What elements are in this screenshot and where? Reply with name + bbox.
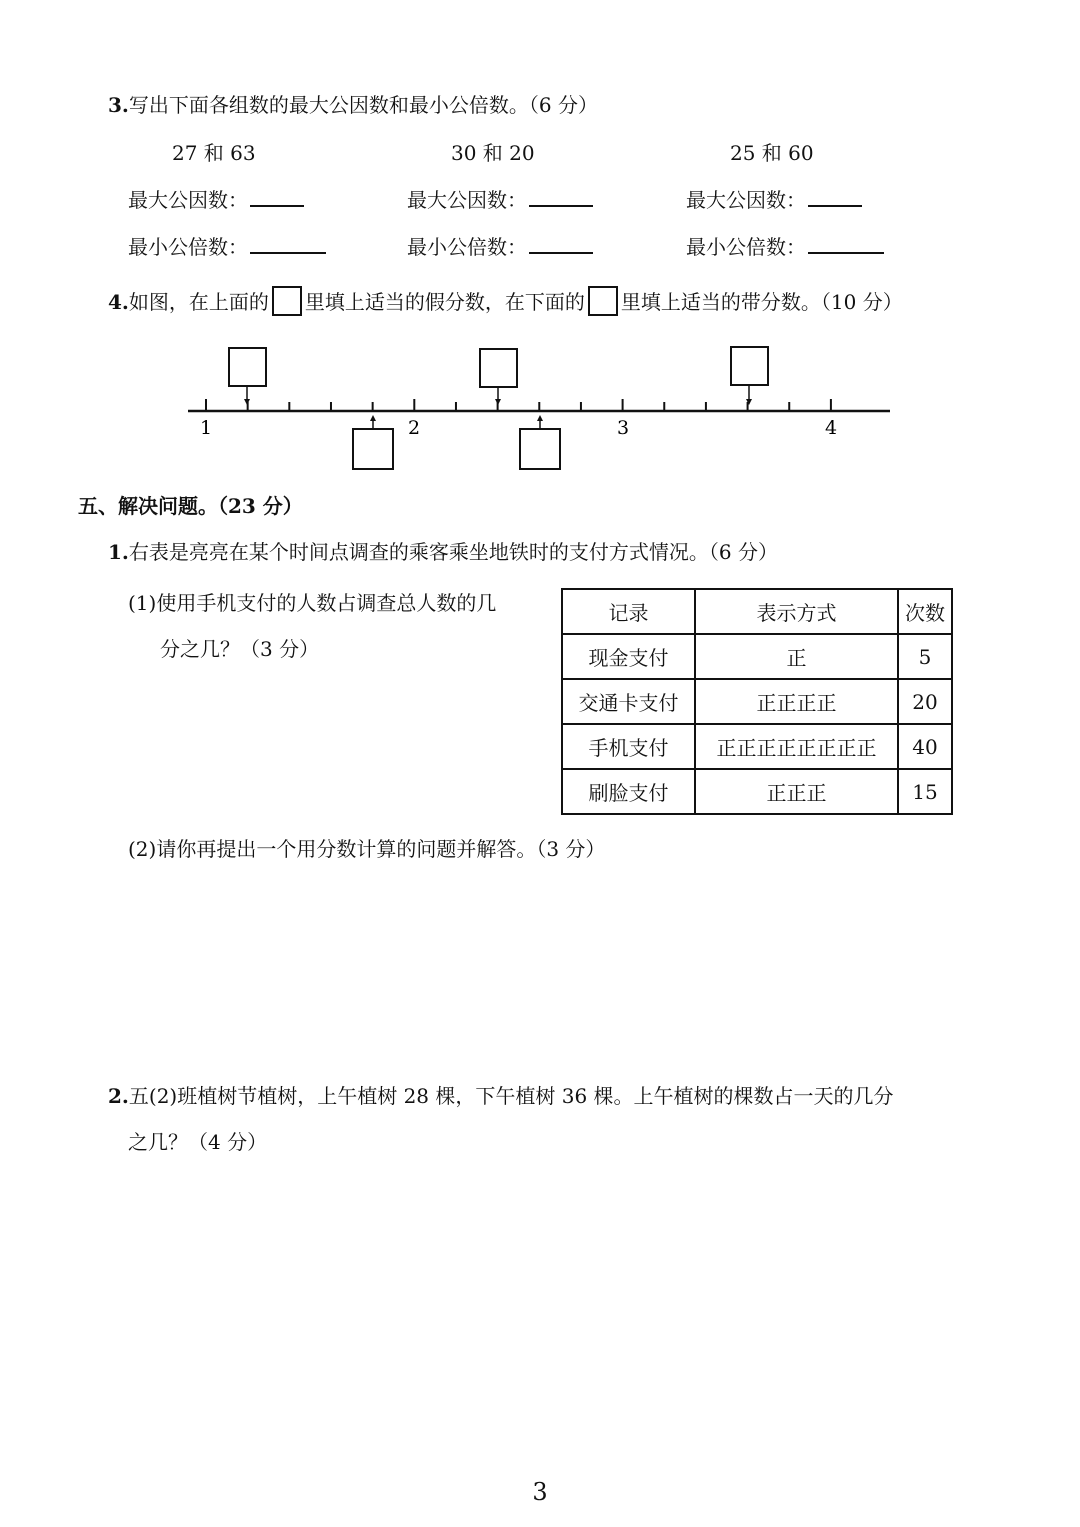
p1-sub1-line1: (1)使用手机支付的人数占调查总人数的几 [128, 591, 497, 615]
lcm-label: 最小公倍数： [686, 235, 806, 259]
answer-blank[interactable] [529, 234, 593, 254]
arrowhead-icon [370, 415, 376, 421]
table-row [562, 769, 952, 814]
table-cell: 交通卡支付 [562, 679, 695, 724]
answer-blank[interactable] [250, 234, 326, 254]
table-cell: 正正正正 [695, 679, 898, 724]
inline-box-icon [272, 286, 302, 316]
p2-line1 [108, 1083, 894, 1109]
section5-title: 五、解决问题。（23 分） [78, 494, 303, 518]
answer-blank[interactable] [529, 187, 593, 207]
gcd-label: 最大公因数： [128, 188, 248, 212]
arrowhead-icon [537, 415, 543, 421]
table-row [562, 679, 952, 724]
p1-title [108, 539, 778, 565]
table-row [562, 724, 952, 769]
q3-text: 写出下面各组数的最大公因数和最小公倍数。（6 分） [128, 93, 598, 117]
upper-answer-box-1[interactable] [229, 348, 266, 386]
page-number: 3 [532, 1478, 548, 1506]
tick-label-2: 2 [407, 417, 421, 439]
p1-sub1-line2: 分之几？（3 分） [160, 637, 320, 661]
q4-text-3: 里填上适当的带分数。（10 分） [620, 290, 903, 314]
q3-pair-1: 27 和 63 [172, 141, 256, 165]
header-cell: 次数 [898, 589, 952, 634]
q4-number: 4. [108, 290, 129, 314]
table-cell: 40 [898, 724, 952, 769]
table-cell: 20 [898, 679, 952, 724]
upper-answer-box-3[interactable] [731, 347, 768, 385]
table-cell: 手机支付 [562, 724, 695, 769]
p1-number: 1. [108, 540, 129, 564]
p1-text: 右表是亮亮在某个时间点调查的乘客乘坐地铁时的支付方式情况。（6 分） [128, 540, 778, 564]
q3-pair-2: 30 和 20 [451, 141, 535, 165]
lower-answer-box-1[interactable] [353, 429, 393, 469]
table-cell: 正正正正正正正正 [695, 724, 898, 769]
q3-lcm-2 [407, 234, 593, 260]
gcd-label: 最大公因数： [686, 188, 806, 212]
answer-blank[interactable] [808, 187, 862, 207]
tick-label-3: 3 [616, 417, 630, 439]
q4-text-2: 里填上适当的假分数，在下面的 [304, 290, 585, 314]
q4-title [108, 289, 903, 316]
q4-text-1: 如图，在上面的 [128, 290, 269, 314]
q3-gcd-1 [128, 187, 304, 213]
q3-title [108, 92, 598, 118]
tick-label-4: 4 [824, 417, 838, 439]
header-cell: 表示方式 [695, 589, 898, 634]
arrowhead-icon [244, 399, 250, 405]
table-row [562, 634, 952, 679]
header-cell: 记录 [562, 589, 695, 634]
q3-gcd-2 [407, 187, 593, 213]
gcd-label: 最大公因数： [407, 188, 527, 212]
number-line [0, 330, 1080, 480]
q3-pair-3: 25 和 60 [730, 141, 814, 165]
q3-gcd-3 [686, 187, 862, 213]
table-cell: 正正正 [695, 769, 898, 814]
lcm-label: 最小公倍数： [407, 235, 527, 259]
table-cell: 刷脸支付 [562, 769, 695, 814]
q3-lcm-1 [128, 234, 326, 260]
p2-number: 2. [108, 1084, 129, 1108]
table-cell: 正 [695, 634, 898, 679]
arrowhead-icon [495, 399, 501, 405]
table-header-row [562, 589, 952, 634]
p2-text: 五(2)班植树节植树，上午植树 28 棵，下午植树 36 棵。上午植树的棵数占一天的几分 [128, 1084, 894, 1108]
answer-blank[interactable] [250, 187, 304, 207]
upper-answer-box-2[interactable] [480, 349, 517, 387]
payment-table [561, 588, 953, 815]
tick-label-1: 1 [199, 417, 213, 439]
p2-line2: 之几？（4 分） [128, 1130, 268, 1154]
lower-answer-box-2[interactable] [520, 429, 560, 469]
table-cell: 5 [898, 634, 952, 679]
answer-blank[interactable] [808, 234, 884, 254]
lcm-label: 最小公倍数： [128, 235, 248, 259]
q3-number: 3. [108, 93, 129, 117]
table-cell: 15 [898, 769, 952, 814]
p1-sub2: (2)请你再提出一个用分数计算的问题并解答。（3 分） [128, 837, 606, 861]
inline-box-icon [588, 286, 618, 316]
q3-lcm-3 [686, 234, 884, 260]
table-cell: 现金支付 [562, 634, 695, 679]
